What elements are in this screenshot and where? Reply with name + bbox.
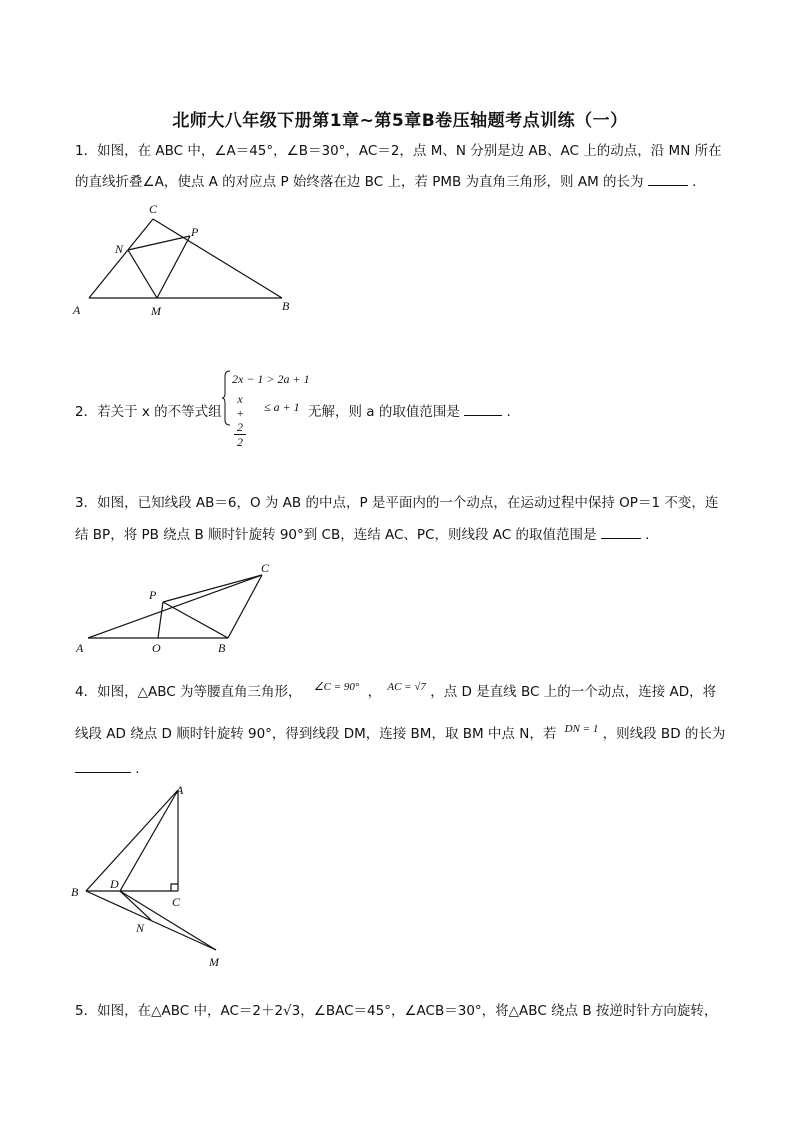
q2-prefix: 2．若关于 x 的不等式组 [75, 404, 222, 420]
q4-label-b: B [71, 885, 79, 899]
q1-text-line2 [75, 173, 696, 191]
q3-answer-blank[interactable] [601, 526, 641, 539]
q4-label-a: A [176, 783, 184, 797]
q3-label-c: C [261, 561, 270, 575]
q2-end: . [506, 404, 511, 420]
page-title: 北师大八年级下册第1章~第5章B卷压轴题考点训练（一） [172, 111, 628, 131]
q3-text-line2 [75, 526, 649, 544]
q3-figure [72, 560, 287, 660]
q2-brace [222, 370, 232, 426]
q2-suffix-line [308, 403, 511, 421]
q1-edge-nm [128, 250, 157, 298]
q4-ac-expr: AC = √7 [387, 681, 426, 693]
q3-edge-bc [228, 575, 262, 638]
q3-edge-ac [88, 575, 262, 638]
q4-end: . [135, 761, 140, 777]
q4-comma: ， [367, 684, 382, 700]
q4-text-line2 [75, 725, 725, 744]
q1-text-line1: 1．如图，在 ABC 中，∠A＝45°，∠B＝30°，AC＝2，点 M、N 分别是边 AB、AC 上的动点，沿 MN 所在 [75, 143, 722, 159]
q4-line1-b: ，点 D 是直线 BC 上的一个动点，连接 AD，将 [430, 684, 717, 700]
q4-edge-dn [120, 891, 151, 920]
q5-text-line1: 5．如图，在△ABC 中，AC＝2＋2√3，∠BAC＝45°，∠ACB＝30°，将△ABC 绕点 B 按逆时针方向旋转， [75, 1003, 718, 1019]
q4-line2-b: ，则线段 BD 的长为 [602, 726, 726, 742]
q4-line2-a: 线段 AD 绕点 D 顺时针旋转 90°，得到线段 DM，连接 BM，取 BM 中点 N，若 [75, 726, 557, 742]
q2-frac-den: 2 [237, 435, 244, 449]
q1-text-line2-body: 的直线折叠∠A，使点 A 的对应点 P 始终落在边 BC 上，若 PMB 为直角三角形，则 AM 的长为 [75, 174, 644, 190]
q2-suffix: 无解，则 a 的取值范围是 [308, 404, 460, 420]
q1-label-c: C [149, 202, 158, 216]
q2-frac-num: x + 2 [236, 392, 245, 434]
q1-end: . [692, 174, 697, 190]
q4-figure [68, 780, 238, 970]
q2-answer-blank[interactable] [464, 403, 502, 416]
q4-dn-expr: DN = 1 [564, 723, 599, 735]
q3-label-a: A [76, 641, 84, 655]
q1-edge-cb [153, 219, 282, 298]
q4-edge-ad [120, 790, 178, 891]
q3-edge-pb [163, 602, 228, 638]
q3-text-line1: 3．如图，已知线段 AB＝6，O 为 AB 的中点，P 是平面内的一个动点，在运动过程中保持 OP＝1 不变，连 [75, 495, 719, 511]
q3-label-p: P [149, 588, 157, 602]
q1-label-a: A [73, 303, 81, 317]
q4-label-m: M [209, 955, 219, 969]
q4-label-n: N [136, 921, 145, 935]
q3-label-o: O [152, 641, 161, 655]
q1-answer-blank[interactable] [648, 173, 688, 186]
q3-text-line2-body: 结 BP，将 PB 绕点 B 顺时针旋转 90°到 CB，连结 AC、PC，则线段 AC 的取值范围是 [75, 527, 597, 543]
q1-label-p: P [191, 225, 199, 239]
q4-edge-ab [86, 790, 178, 891]
q1-label-m: M [151, 304, 161, 318]
q2-fraction [234, 392, 246, 449]
q3-end: . [645, 527, 650, 543]
q4-edge-dm [120, 891, 216, 950]
q4-right-angle-mark [171, 884, 178, 891]
q4-answer-blank[interactable] [75, 760, 131, 773]
q4-angle-expr: ∠C = 90° [313, 681, 360, 693]
q1-label-b: B [282, 299, 290, 313]
q2-row1: 2x − 1 > 2a + 1 [232, 372, 310, 386]
q3-edge-op [158, 602, 163, 638]
q4-text-line3 [75, 760, 140, 778]
q2-row2-rest: ≤ a + 1 [264, 400, 300, 414]
q4-line1-a: 4．如图，△ABC 为等腰直角三角形， [75, 684, 302, 700]
q1-edge-mp [157, 236, 190, 298]
q3-label-b: B [218, 641, 226, 655]
q3-edge-pc [163, 575, 262, 602]
q4-label-c: C [172, 895, 181, 909]
q1-edge-ac [89, 219, 153, 298]
q4-edge-bm [86, 891, 216, 950]
q1-figure [70, 198, 310, 323]
q1-label-n: N [115, 242, 124, 256]
q4-label-d: D [110, 877, 119, 891]
q4-text-line1 [75, 683, 716, 702]
